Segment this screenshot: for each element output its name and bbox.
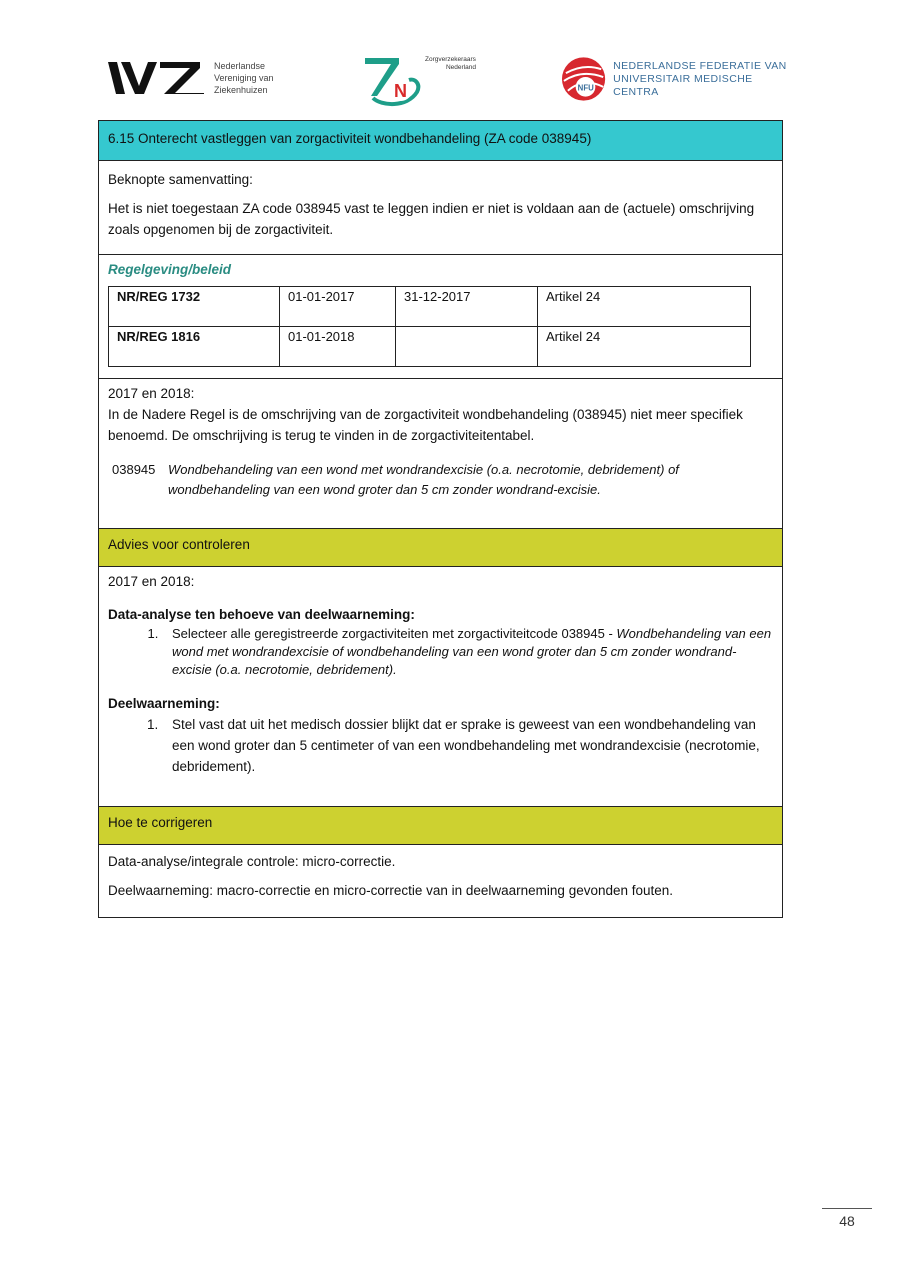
regulation-section <box>99 255 782 379</box>
table-row <box>109 327 751 367</box>
table-cell: NR/REG 1732 <box>109 287 280 327</box>
correct-header-row <box>99 807 782 845</box>
regulation-table <box>108 286 751 367</box>
table-cell <box>396 327 538 367</box>
summary-section <box>99 161 782 255</box>
nvz-text-line: Ziekenhuizen <box>214 85 268 95</box>
nfu-logo-icon <box>560 55 607 103</box>
summary-text: Het is niet toegestaan ZA code 038945 vast te leggen indien er niet is voldaan aan de (actuele) omschrijving zoals opgenomen bij de zorgactiviteit. <box>108 201 755 237</box>
zn-letter: N <box>394 81 407 101</box>
data-analysis-steps <box>108 625 773 679</box>
step-text: Selecteer alle geregistreerde zorgactiviteiten met zorgactiviteitcode 038945 - <box>172 626 617 641</box>
table-cell: Artikel 24 <box>538 327 751 367</box>
footer-divider <box>822 1208 872 1209</box>
description-years: 2017 en 2018: <box>108 386 195 401</box>
nfu-logo <box>560 55 798 103</box>
advice-years: 2017 en 2018: <box>108 574 195 589</box>
correct-line-2: Deelwaarneming: macro-correctie en micro-correctie van in deelwaarneming gevonden fouten. <box>108 883 674 898</box>
advice-header-row <box>99 529 782 567</box>
activity-definition: Wondbehandeling van een wond met wondrandexcisie (o.a. necrotomie, debridement) of wondbehandeling van een wond groter dan 5 cm zonder wondrand-excisie. <box>168 462 679 497</box>
advice-header: Advies voor controleren <box>108 537 250 552</box>
section-table <box>98 120 783 918</box>
list-item <box>162 625 773 679</box>
correct-section <box>99 845 782 917</box>
nfu-text-line: UNIVERSITAIR MEDISCHE CENTRA <box>613 72 753 98</box>
nvz-logo <box>108 60 274 96</box>
section-title-row <box>99 121 782 161</box>
nvz-text-line: Vereniging van <box>214 73 274 83</box>
table-cell: 01-01-2018 <box>280 327 396 367</box>
partial-observation-steps <box>108 714 773 777</box>
activity-code: 038945 <box>112 462 156 477</box>
header-logos <box>108 52 798 108</box>
nvz-text-line: Nederlandse <box>214 61 266 71</box>
correct-line-1: Data-analyse/integrale controle: micro-correctie. <box>108 854 396 869</box>
zn-logo <box>363 52 483 108</box>
list-item: 1. Stel vast dat uit het medisch dossier blijkt dat er sprake is geweest van een wondbehandeling van een wond groter dan 5 centimeter of van een wondbehandeling met wondrandexcisie (necrotomie, debridement). <box>162 714 773 777</box>
nfu-mark-text: NFU <box>577 83 594 93</box>
data-analysis-label: Data-analyse ten behoeve van deelwaarneming: <box>108 607 415 622</box>
section-title: 6.15 Onterecht vastleggen van zorgactiviteit wondbehandeling (ZA code 038945) <box>108 131 592 146</box>
partial-observation-label: Deelwaarneming: <box>108 696 220 711</box>
table-cell: Artikel 24 <box>538 287 751 327</box>
table-cell: NR/REG 1816 <box>109 327 280 367</box>
page-number: 48 <box>839 1213 855 1229</box>
table-cell: 31-12-2017 <box>396 287 538 327</box>
zn-text-line: Nederland <box>445 64 476 71</box>
description-section <box>99 379 782 529</box>
advice-section <box>99 567 782 807</box>
zn-logo-icon <box>363 52 433 108</box>
table-cell: 01-01-2017 <box>280 287 396 327</box>
zn-text-line: Zorgverzekeraars <box>425 56 476 63</box>
nvz-logo-icon <box>108 60 204 96</box>
correct-header: Hoe te corrigeren <box>108 815 213 830</box>
code-definition <box>108 460 773 500</box>
table-row <box>109 287 751 327</box>
summary-label: Beknopte samenvatting: <box>108 172 253 187</box>
nfu-text-line: NEDERLANDSE FEDERATIE VAN <box>613 59 787 72</box>
step-text-italic: Wondbehandeling van een wond met wondrandexcisie of wondbehandeling van een wond groter dan 5 cm zonder wondrand-excisie (o.a. necrotomie, debridement). <box>172 626 772 677</box>
description-text: In de Nadere Regel is de omschrijving van de zorgactiviteit wondbehandeling (038945) niet meer specifiek benoemd. De omschrijving is terug te vinden in de zorgactiviteitentabel. <box>108 407 743 443</box>
regulation-label: Regelgeving/beleid <box>108 262 232 277</box>
